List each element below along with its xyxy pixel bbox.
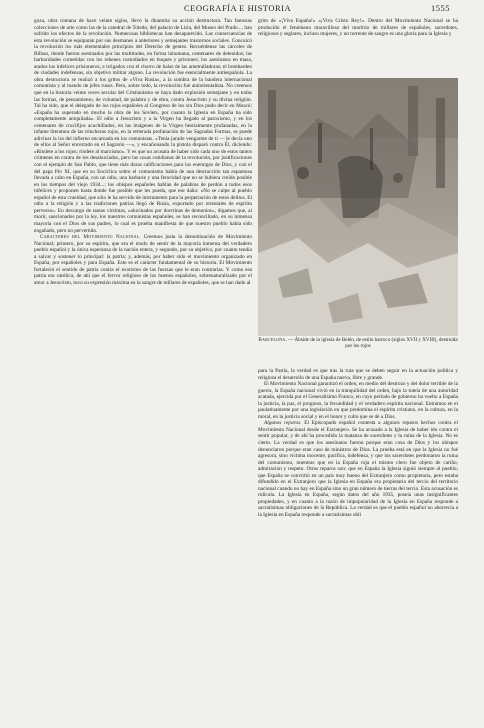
body-paragraph: goza, obra romana de hace veinte siglos, llevó la dinamita su acción destructora. Tan famosas colecciones de arte como las de la catedral de Toledo, del palacio de Liria, del Museo del Prado..., han sufrido los efectos de la revolución. Numerosas bibliotecas han desaparecido. Las consecuencias de esta revolución se equiparan por sus desmanes a anteriores y semejantes trastornos sociales. Conculcó la revolución los más elementales principios del Derecho de gentes. Recuérdense las cárceles de Bilbao, donde fueron asesinados por las multitudes, en forma inhumana, centenares de detenidos; las barbaridades cometidas con los rehenes custodiados en buques y prisiones; los asesinatos en masa, atados los infelices prisioneros, e irrigados con el chorro de balas de las ametralladoras; el bombardeo de ciudades indefensas, sin objetivo militar alguno. La revolución fue esencialmente antiespañola. La obra destructora se realizó a los gritos de «Viva Rusia», a la sombra de la bandera internacional comunista y al mando de jefes rusos. Pero, sobre todo, la revolución fué antiorientalista. No creemos que en la historia veinte veces secular del Cristianismo se haya dado explosión semejante y en todas las formas, de pensamiento, de voluntad, de palabra y de obra, contra Jesucristo y su divina religión. Tal ha sido, que el delegado de los rojos españoles al Congreso de los sin Dios pudo decir en Moscú: «España ha superado en mucho la obra de los Soviets, por cuanto la Iglesia en España ha sido completamente aniquilada». El odio a Jesucristo y a la Virgen ha llegado al paroxismo, y en los centenares de crucifijos acuchillados, en las imágenes de la Virgen bestialmente profanadas, en la infame literatura de las trincheras rojas, en la reiterada profanación de las Sagradas Formas, se puede adivinar la ira del infierno encarnada en los comunistas. «Tenía jurado vengarme de ti — le decía uno de ellos al Señor encerrado en el Sagrario —», y encañonando la pistola disparó contra Él, diciendo: «Ríndete a los rojos; ríndete al marxismo». Y es que no acusara de haber sido cada uno de estos tantos crímenes en contra de los desahuciados, pero las cosas cotidianas de la revolución, por justificaciones con el ejemplo de San Pablo, que tiene más duras calificaciones para los enemigos de Dios, y con el del papa Pío XI, que en su Encíclica sobre el comunismo había de una destrucción tan espantosa llevada a cabo en España, con un odio, una barbarie y una ferocidad que no se hubiera creído posible en los tiempos del viejo 1934...; los obispos españoles hablan de palabras de perdón a todos esos infelices y proponen hasta donde fue posible que les pueda, que ese daño: «No se culpe al pueblo español de esta crueldad, que sólo le ha servido de instrumento para la perpetración de estos delitos. El odio a la religión y a las tradiciones patrias llegó de Rusia, exportado por orientales de espíritu perverso». En descargo de tantas víctimas, «alucinados por doctrinas de demonios», digamos que, al morir, sancionados por la ley, los nuestros comunistas españoles, se han reconciliado, en su inmensa mayoría con el Dios de sus padres, lo cual es prueba manifiesta de que nuestro pueblo había sido engañado, pero no pervertido. bbox=[34, 18, 252, 234]
page-number: 1555 bbox=[431, 3, 450, 13]
caption-text: — Ábside de la iglesia de Belén, de estilo barroco (siglos XVII y XVIII), destruida por los rojos bbox=[286, 337, 458, 350]
running-head bbox=[0, 3, 484, 15]
caption-label: Barcelona. bbox=[258, 337, 287, 343]
section-text: Creemos justa la denominación de Movimiento Nacional; primero, por su espíritu, que era el modo de sentir de la mayoría inmensa del verdadero pueblo español y la única esperanza de la nación entera, y segundo, por su objetivo, por cuanto tendía a salvar y sostener lo principal: la patria; y, además, por haber sido el movimiento organizado en España, por españoles y para España. Este es el carácter fundamental de su historia. El Movimiento fortaleció el sentido de patria contra el exotismo de las fuerzas que le eran contrarias. Y como esa patria era católica, de ahí que el fervor religioso de los buenos españoles, sobrenaturalizado por el amor a Jesucristo, tuvo su expresión máxima en la sangre de millares de españoles, que se han dado al bbox=[34, 234, 252, 286]
figure-caption bbox=[258, 337, 458, 353]
right-column-bottom bbox=[258, 368, 458, 694]
running-title: CEOGRAFÍA E HISTORIA bbox=[184, 3, 292, 13]
body-paragraph: para la Patria, la verdad es que tras la ruta que se deben seguir en la actuación política y religiosa el desarrollo de una España nueva, libre y grande. bbox=[258, 368, 458, 381]
section-heading: Algunos reparos. bbox=[264, 420, 302, 427]
body-paragraph: grito de «¡Viva España!» «¡Viva Cristo Rey!». Dentro del Movimiento Nacional se ha producido el fenómeno maravilloso del martirio de millares de españoles, sacerdotes, religiosos y seglares, incluso mujeres, y un torrente de sangre es una gloria para la Iglesia y bbox=[258, 18, 458, 38]
church-apse-photo bbox=[258, 78, 458, 336]
section-text: El Episcopado español contesta a algunos reparos hechos contra el Movimiento Nacional desde el Extranjero. Se ha acusado a la Iglesia de haber ido contra el sentir popular, y de ahí ha procedido la matanza de sacerdotes y la ruina de la Iglesia. No es cierto. La verdad es que los asesinatos fueron porque eran cosa de Dios y los obispos denunciaron porque eran caso de ministros de Dios. La prueba está en que la Iglesia no fué agresora, sino víctima inocente, pacífica, indefensa, y que los sacerdotes perdonaron la ruina del comunismo, mientras que en la España roja el mismo clero fue objeto de cariño, admiración y respeto. Otros reparos son: que en España la Iglesia siguió siempre al pueblo; que España se convirtió en un país muy bueno del Extranjero como propietaria, pero estaba difundido en el Extranjero que la Iglesia en España era propietaria del tercio del territorio nacional cuando no hay en España sino un gran número de tierras del tercio. Esta acusación es ridícula. La Iglesia en España, según datos del año 1935, poseía unas insignificantes propiedades, y en cuanto a la razón de impopularidad de la Iglesia en España responde a sacratísimas obligaciones de la República. La verdad es que el pueblo español no aborrecía a la Iglesia en España responde a sacratísimas obli bbox=[258, 420, 458, 519]
section-paragraph bbox=[258, 420, 458, 518]
bottom-margin bbox=[0, 698, 484, 728]
figure bbox=[258, 78, 458, 352]
right-column-top bbox=[258, 18, 458, 76]
body-paragraph: El Movimiento Nacional garantizó el orden, en medio del destrozo y del dolor terrible de la guerra, la España nacional vivió en la tranquilidad del orden, bajo la tutela de una autoridad acatada, ejercida por el Generalísimo Franco, en cuyo período de gobierno ha vuelto a España la justicia, la paz, el progreso, la fecundidad y el verdadero espíritu nacional. Entramos en el paulatinamente por una legislación en que predomina el espíritu cristiano, en la cultura, en la moral, en la justicia social y en el honor y culto que se dé a Dios. bbox=[258, 381, 458, 420]
section-paragraph bbox=[34, 234, 252, 286]
left-column bbox=[34, 18, 252, 694]
section-heading: Caracteres del Movimiento Nacional. bbox=[40, 234, 141, 241]
